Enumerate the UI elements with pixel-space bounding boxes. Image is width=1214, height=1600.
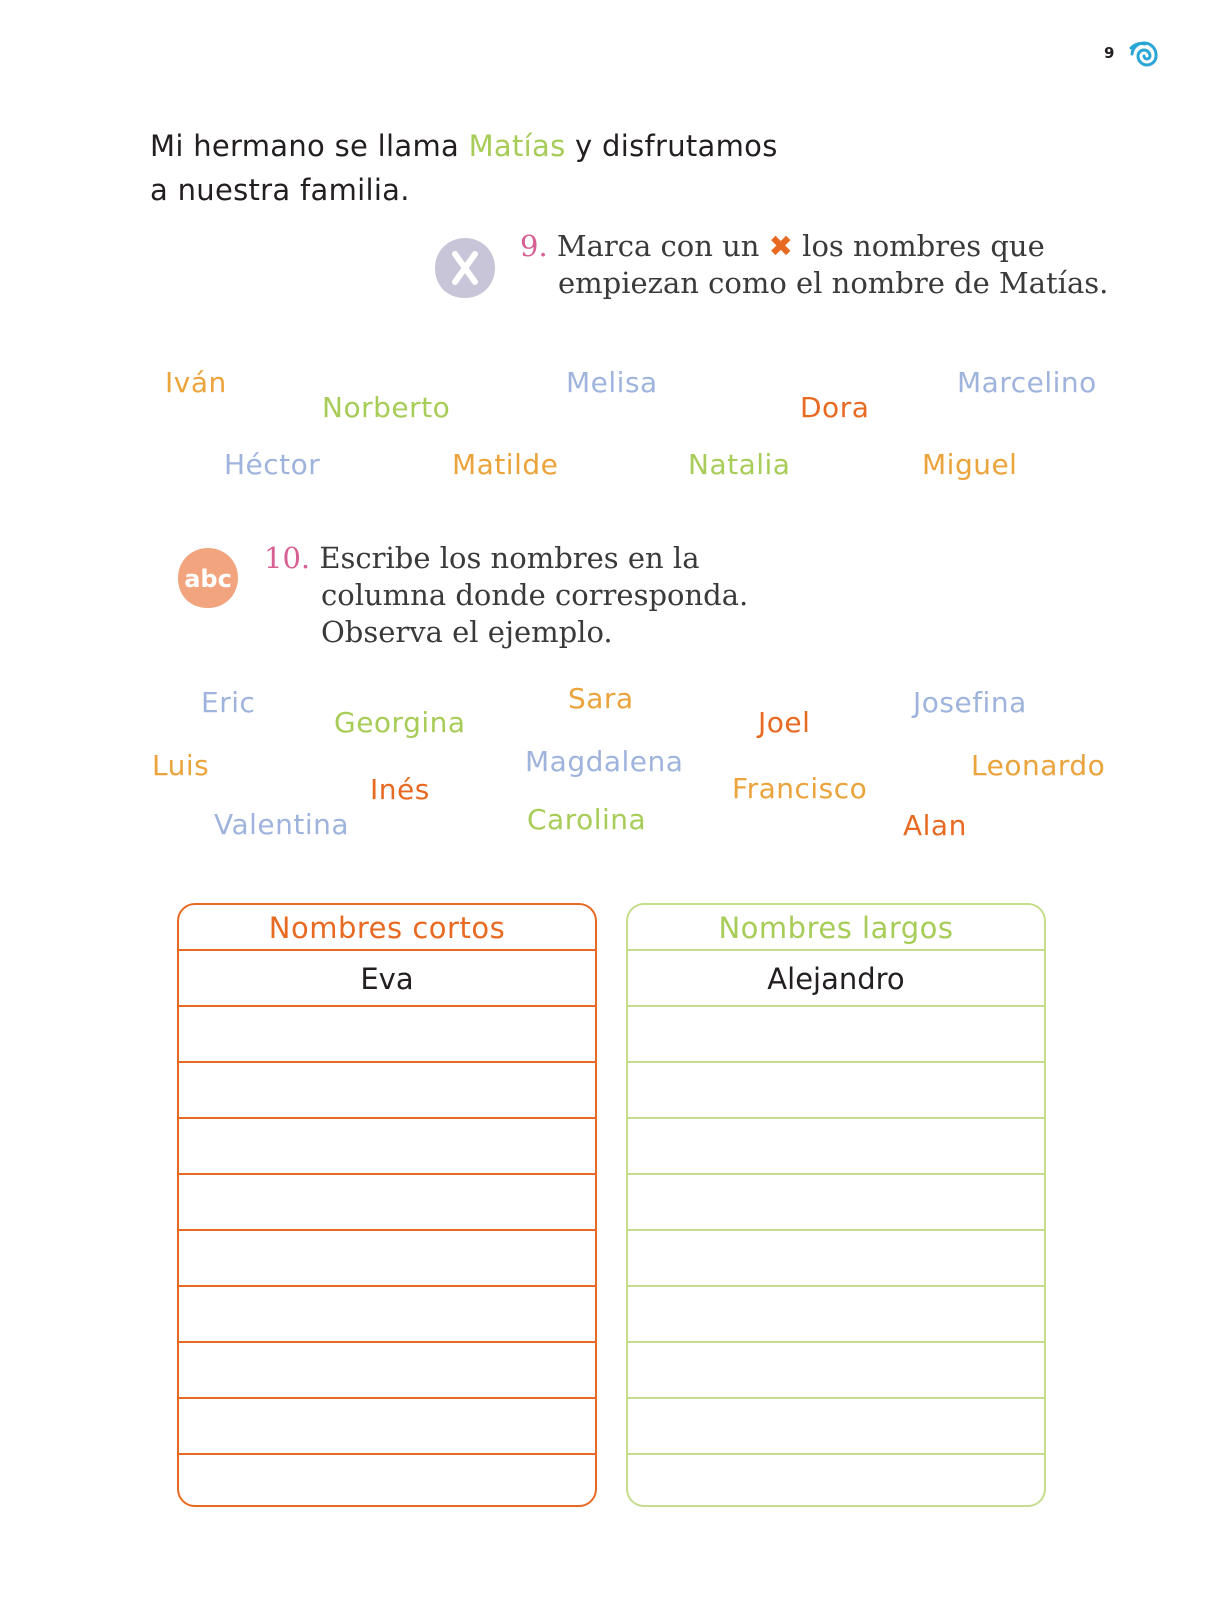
name-word[interactable]: Joel <box>758 706 811 739</box>
short-names-blank-row[interactable] <box>179 1119 595 1175</box>
name-word[interactable]: Iván <box>165 366 227 399</box>
name-word[interactable]: Luis <box>152 749 210 782</box>
instruction-text: los nombres que <box>792 229 1045 263</box>
name-word[interactable]: Miguel <box>922 448 1018 481</box>
intro-line-1 <box>150 124 778 168</box>
page-number: 9 <box>1104 44 1115 62</box>
name-word[interactable]: Héctor <box>224 448 321 481</box>
long-names-blank-row[interactable] <box>628 1343 1044 1399</box>
name-word[interactable]: Dora <box>800 391 870 424</box>
long-names-table <box>626 903 1046 1507</box>
exercise-10-instruction <box>264 540 748 651</box>
short-names-blank-row[interactable] <box>179 1231 595 1287</box>
short-names-blank-row[interactable] <box>179 1343 595 1399</box>
long-names-blank-row[interactable] <box>628 1455 1044 1507</box>
exercise-9-line-2: empiezan como el nombre de Matías. <box>558 266 1109 300</box>
long-names-blank-row[interactable] <box>628 1287 1044 1343</box>
long-names-blank-row[interactable] <box>628 1399 1044 1455</box>
exercise-10-line-1 <box>264 540 748 577</box>
abc-icon-text: abc <box>184 565 232 593</box>
exercise-9-number: 9. <box>520 229 548 263</box>
name-word[interactable]: Josefina <box>913 686 1027 719</box>
name-word[interactable]: Eric <box>201 686 256 719</box>
name-word[interactable]: Marcelino <box>957 366 1097 399</box>
name-word[interactable]: Valentina <box>214 808 350 841</box>
x-symbol-icon: ✖ <box>768 229 793 263</box>
instruction-text: Escribe los nombres en la <box>319 541 700 575</box>
intro-text-part: Mi hermano se llama <box>150 129 469 163</box>
long-names-blank-row[interactable] <box>628 1175 1044 1231</box>
instruction-text: Marca con un <box>556 229 769 263</box>
short-names-blank-row[interactable] <box>179 1399 595 1455</box>
name-word[interactable]: Matilde <box>452 448 559 481</box>
name-word[interactable]: Carolina <box>527 803 647 836</box>
short-names-table <box>177 903 597 1507</box>
long-names-example-row: Alejandro <box>628 951 1044 1007</box>
name-word[interactable]: Norberto <box>322 391 451 424</box>
exercise-9-instruction <box>520 228 1108 302</box>
long-names-header: Nombres largos <box>628 905 1044 951</box>
abc-icon <box>176 546 240 610</box>
x-mark-icon <box>433 236 497 300</box>
exercise-9-line-1 <box>520 228 1108 265</box>
name-word[interactable]: Leonardo <box>971 749 1106 782</box>
name-word[interactable]: Georgina <box>334 706 466 739</box>
long-names-blank-row[interactable] <box>628 1231 1044 1287</box>
intro-line-2: a nuestra familia. <box>150 173 410 207</box>
intro-text <box>150 124 778 212</box>
name-word[interactable]: Magdalena <box>525 745 684 778</box>
short-names-blank-row[interactable] <box>179 1175 595 1231</box>
short-names-blank-row[interactable] <box>179 1455 595 1507</box>
short-names-blank-row[interactable] <box>179 1287 595 1343</box>
short-names-blank-row[interactable] <box>179 1063 595 1119</box>
exercise-10-line-2: columna donde corresponda. <box>321 578 749 612</box>
exercise-10-number: 10. <box>264 541 311 575</box>
name-word[interactable]: Natalia <box>688 448 791 481</box>
name-word[interactable]: Melisa <box>566 366 658 399</box>
highlighted-name: Matías <box>468 129 566 163</box>
short-names-example-row: Eva <box>179 951 595 1007</box>
name-word[interactable]: Alan <box>903 809 967 842</box>
name-word[interactable]: Francisco <box>732 772 868 805</box>
short-names-blank-row[interactable] <box>179 1007 595 1063</box>
spiral-logo-icon <box>1128 38 1166 74</box>
long-names-blank-row[interactable] <box>628 1063 1044 1119</box>
short-names-header: Nombres cortos <box>179 905 595 951</box>
name-word[interactable]: Sara <box>568 682 634 715</box>
intro-text-part: y disfrutamos <box>565 129 778 163</box>
long-names-blank-row[interactable] <box>628 1007 1044 1063</box>
long-names-blank-row[interactable] <box>628 1119 1044 1175</box>
exercise-10-line-3: Observa el ejemplo. <box>321 615 613 649</box>
name-word[interactable]: Inés <box>370 773 430 806</box>
